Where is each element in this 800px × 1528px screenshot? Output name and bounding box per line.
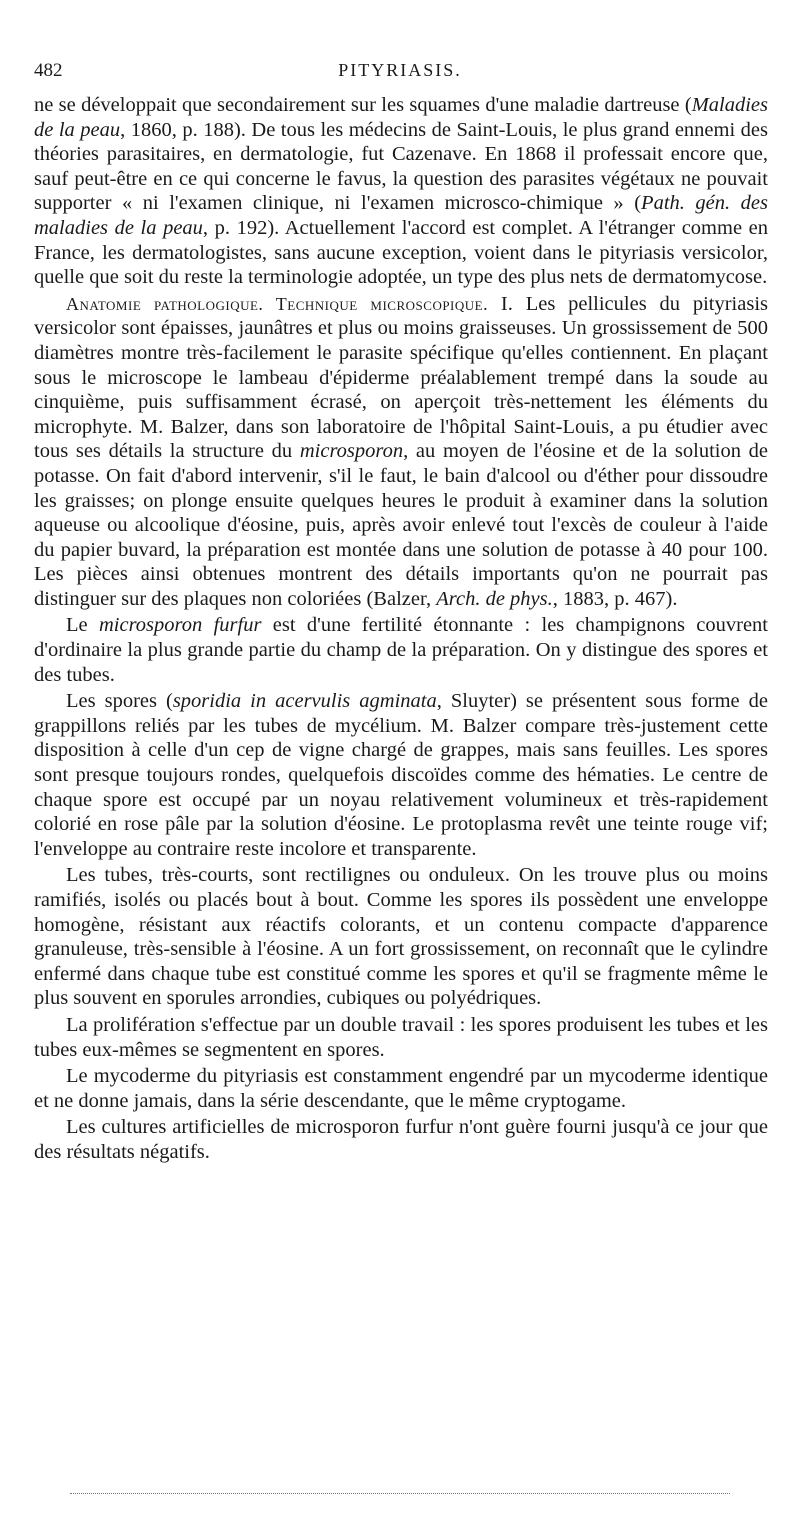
paragraph [34,613,768,687]
italic-text: microsporon furfur [98,614,262,637]
text-run: ne se développait que secondairement sur les squames d'une maladie dartreuse ( [34,94,692,116]
section-heading: Anatomie pathologique. Technique microscopique. [66,293,489,314]
running-title: PITYRIASIS. [338,60,462,80]
paragraph [34,1115,768,1164]
text-run: est d'une fertilité étonnante : les champignons couvrent d'ordinaire la plus grande partie du champ de la préparation. On y distingue des spores et des tubes. [34,614,768,686]
paragraph [34,292,768,612]
text-run: I. Les pellicules du pityriasis versicolor sont épaisses, jaunâtres et plus ou moins graisseuses. Un grossissement de 500 diamètres montre très-facilement le parasite spécifique qu'elles contiennent. En plaçant sous le microscope le lambeau d'épiderme préalablement trempé dans la soude au cinquième, puis suffisamment écrasé, on aperçoit très-nettement les éléments du microphyte. M. Balzer, dans son laboratoire de l'hôpital Saint-Louis, a pu étudier avec tous ses détails la structure du [34,292,768,463]
italic-text: Arch. de phys. [436,587,553,610]
paragraph [34,1013,768,1062]
text-run: Le mycoderme du pityriasis est constamment engendré par un mycoderme identique et ne donne jamais, dans la série descendante, que le même cryptogame. [34,1065,768,1112]
italic-text: Maladies de la peau [34,94,768,141]
italic-text: sporidia in acervulis agminata [172,690,437,713]
footer-rule [70,1493,730,1494]
text-run: , 1883, p. 467). [552,587,678,610]
text-run: , p. 192). Actuellement l'accord est complet. A l'étranger comme en France, les dermatologistes, sans aucune exception, voient dans le pityriasis versicolor, quelle que soit du reste la terminologie adoptée, un type des plus nets de dermatomycose. [34,216,768,289]
italic-text: microsporon [299,440,404,463]
text-run: Les cultures artificielles de microsporon furfur n'ont guère fourni jusqu'à ce jour que des résultats négatifs. [34,1116,768,1163]
body-text [34,93,768,1165]
paragraph [34,689,768,861]
paragraph [34,863,768,1011]
text-run: Le [66,614,99,637]
page-number: 482 [34,60,63,81]
text-run: , 1860, p. 188). De tous les médecins de Saint-Louis, le plus grand ennemi des théories parasitaires, en dermatologie, fut Cazenave. En 1868 il professait encore que, sauf peut-être en ce qui concerne le favus, la question des parasites végétaux ne pouvait supporter « ni l'examen clinique, ni l'examen microsco-chimique » ( [34,118,768,215]
text-run: La prolifération s'effectue par un double travail : les spores produisent les tubes et les tubes eux-mêmes se segmentent en spores. [34,1013,768,1061]
paragraph [34,1064,768,1113]
italic-text: Path. gén. des maladies de la peau [34,192,768,239]
paragraph [34,93,768,290]
page-header [34,60,766,90]
text-run: Les spores ( [66,690,173,713]
text-run: , Sluyter) se présentent sous forme de grappillons reliés par les tubes de mycélium. M. Balzer compare très-justement cette disposition à celle d'un cep de vigne chargé de grappes, mais sans feuilles. Les spores sont presque toujours rondes, quelquefois discoïdes comme des hématies. Le centre de chaque spore est occupé par un noyau relativement volumineux et très-rapidement colorié en rose pâle par la solution d'éosine. Le protoplasma revêt une teinte rouge vif; l'enveloppe au contraire reste incolore et transparente. [34,690,769,860]
text-run: Les tubes, très-courts, sont rectilignes ou onduleux. On les trouve plus ou moins ramifiés, isolés ou placés bout à bout. Comme les spores ils possèdent une enveloppe homogène, résistant aux réactifs colorants, et un contenu compacte d'apparence granuleuse, très-sensible à l'éosine. A un fort grossissement, on reconnaît que le cylindre enfermé dans chaque tube est constitué comme les spores et qu'il se fragmente même le plus souvent en sporules arrondies, cubiques ou polyédriques. [34,864,768,1010]
text-run: , au moyen de l'éosine et de la solution de potasse. On fait d'abord intervenir, s'il le faut, le bain d'alcool ou d'éther pour dissoudre les graisses; on plonge ensuite quelques heures le produit à examiner dans la solution aqueuse ou alcoolique d'éosine, puis, après avoir enlevé tout l'excès de couleur à l'aide du papier buvard, la préparation est montée dans une solution de potasse à 40 pour 100. Les pièces ainsi obtenues montrent des détails importants qu'on ne pourrait pas distinguer sur des plaques non coloriées (Balzer, [34,440,768,610]
